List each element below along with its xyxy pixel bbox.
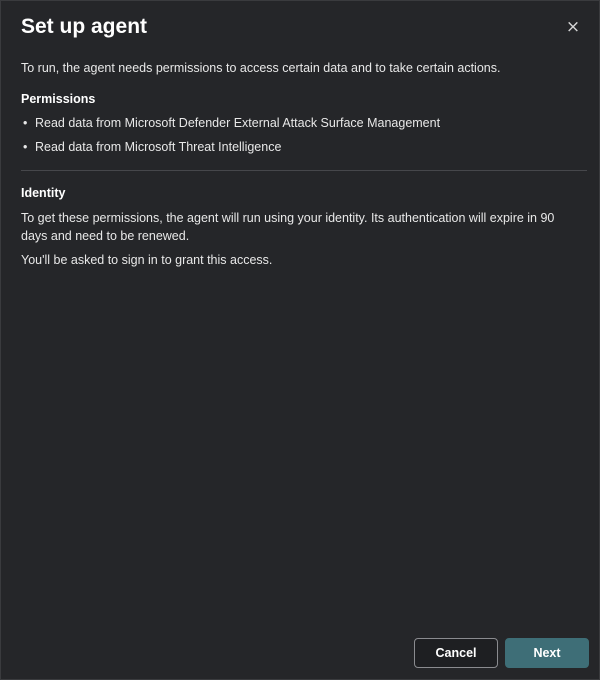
dialog-title: Set up agent (21, 15, 148, 38)
permission-item (21, 114, 579, 132)
permission-item-label: Read data from Microsoft Threat Intelligence (35, 140, 282, 154)
intro-text: To run, the agent needs permissions to access certain data and to take certain actions. (21, 61, 501, 75)
permission-item (21, 138, 579, 156)
cancel-button[interactable]: Cancel (414, 638, 498, 668)
bullet-icon: • (23, 140, 28, 154)
permissions-list (21, 114, 579, 162)
permission-item-label: Read data from Microsoft Defender External Attack Surface Management (35, 116, 441, 130)
identity-heading: Identity (21, 186, 66, 200)
sign-in-note: You'll be asked to sign in to grant this access. (21, 253, 273, 267)
close-icon[interactable]: × (561, 15, 585, 39)
section-divider (21, 170, 587, 171)
permissions-heading: Permissions (21, 92, 96, 106)
next-button[interactable]: Next (505, 638, 589, 668)
identity-description: To get these permissions, the agent will run using your identity. Its authentication will expire in 90 days and need to be renewed. (21, 211, 555, 243)
bullet-icon: • (23, 116, 28, 130)
